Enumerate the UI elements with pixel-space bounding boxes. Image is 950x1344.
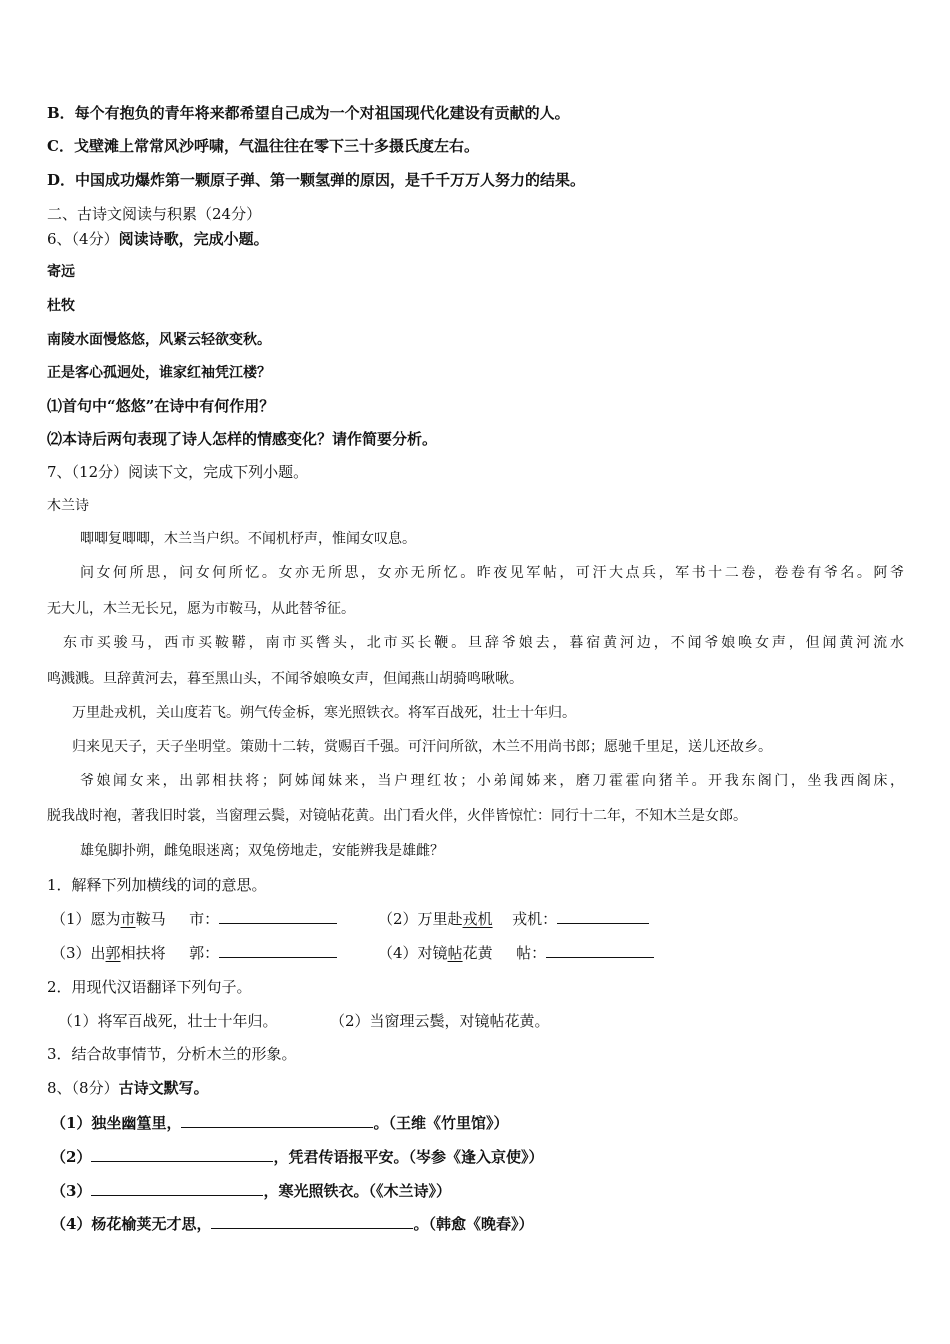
poem-line-2: 正是客心孤迥处，谁家红袖凭江楼？: [47, 365, 271, 381]
q7-sub1-heading: 1．解释下列加横线的词的意思。: [47, 876, 267, 894]
dictation-text: （2）: [51, 1148, 92, 1166]
answer-blank[interactable]: [557, 908, 649, 924]
underlined-word: 市: [120, 910, 136, 928]
answer-blank[interactable]: [219, 942, 337, 958]
paragraph: 东市买骏马，西市买鞍鞯，南市买辔头，北市买长鞭。旦辞爷娘去，暮宿黄河边，不闻爷娘唤女声，但闻黄河流水: [63, 635, 904, 651]
underlined-word: 帖: [447, 944, 463, 962]
paragraph: 问女何所思，问女何所忆。女亦无所思，女亦无所忆。昨夜见军帖，可汗大点兵，军书十二卷，卷卷有爷名。阿爷: [80, 565, 904, 581]
dictation-text: （4）杨花榆荚无才思，: [51, 1215, 212, 1233]
vocab-word: 郭：: [189, 944, 220, 962]
q6-sub-1: ⑴首句中“悠悠”在诗中有何作用？: [47, 397, 275, 415]
q8-number: 8、（8分）: [47, 1079, 119, 1097]
answer-blank[interactable]: [219, 908, 337, 924]
answer-blank[interactable]: [546, 942, 654, 958]
paragraph: 万里赴戎机，关山度若飞。朔气传金柝，寒光照铁衣。将军百战死，壮士十年归。: [72, 705, 576, 721]
q6-instruction: 阅读诗歌，完成小题。: [118, 230, 269, 248]
answer-blank[interactable]: [181, 1112, 373, 1128]
poem-title: 寄远: [47, 264, 75, 280]
poem-author: 杜牧: [47, 298, 75, 314]
vocab-item: [378, 908, 649, 929]
q8-heading: [47, 1078, 209, 1098]
paragraph: 脱我战时袍，著我旧时裳，当窗理云鬓，对镜帖花黄。出门看火伴，火伴皆惊忙：同行十二年，不知木兰是女郎。: [47, 808, 747, 824]
paragraph: 鸣溅溅。旦辞黄河去，暮至黑山头，不闻爷娘唤女声，但闻燕山胡骑鸣啾啾。: [47, 671, 523, 687]
vocab-word: 戎机：: [512, 910, 558, 928]
vocab-word: 市：: [189, 910, 220, 928]
vocab-label: （1）愿为: [51, 910, 121, 928]
dictation-text: ，寒光照铁衣。（《木兰诗》）: [263, 1182, 451, 1200]
option-c: C．戈壁滩上常常风沙呼啸，气温往往在零下三十多摄氏度左右。: [47, 137, 479, 155]
vocab-label: （3）出: [51, 944, 106, 962]
paragraph-line: [80, 771, 904, 791]
paragraph: 爷娘闻女来，出郭相扶将；阿姊闻妹来，当户理红妆；小弟闻姊来，磨刀霍霍向猪羊。开我东阁门，坐我西阁床，: [80, 773, 904, 789]
paragraph-line: [80, 563, 904, 583]
vocab-item: [378, 942, 654, 963]
paragraph: 归来见天子，天子坐明堂。策勋十二转，赏赐百千强。可汗问所欲，木兰不用尚书郎；愿驰千里足，送儿还故乡。: [72, 739, 772, 755]
vocab-label: 花黄: [462, 944, 493, 962]
dictation-item: [51, 1146, 543, 1167]
paragraph: 雄兔脚扑朔，雌兔眼迷离；双兔傍地走，安能辨我是雄雌？: [80, 843, 444, 859]
vocab-item: [51, 908, 337, 929]
q6-sub-2: ⑵本诗后两句表现了诗人怎样的情感变化？请作简要分析。: [47, 430, 438, 448]
option-d: D．中国成功爆炸第一颗原子弹、第一颗氢弹的原因，是千千万万人努力的结果。: [47, 171, 586, 189]
q6-number: 6、（4分）: [47, 230, 119, 248]
answer-blank[interactable]: [211, 1213, 413, 1229]
section-title: 二、古诗文阅读与积累（24分）: [47, 205, 262, 223]
vocab-label: 相扶将: [120, 944, 166, 962]
translate-item-1: （1）将军百战死，壮士十年归。: [58, 1012, 278, 1030]
q8-instruction: 古诗文默写。: [118, 1079, 209, 1097]
answer-blank[interactable]: [91, 1146, 273, 1162]
underlined-word: 戎机: [462, 910, 493, 928]
paragraph: 无大儿，木兰无长兄，愿为市鞍马，从此替爷征。: [47, 601, 355, 617]
dictation-text: ，凭君传语报平安。（岑参《逢入京使》）: [273, 1148, 544, 1166]
dictation-text: （3）: [51, 1182, 92, 1200]
poem-line-1: 南陵水面慢悠悠，风紧云轻欲变秋。: [47, 332, 271, 348]
dictation-item: [51, 1180, 451, 1201]
vocab-label: 鞍马: [135, 910, 166, 928]
dictation-text: 。（王维《竹里馆》）: [373, 1114, 509, 1132]
vocab-word: 帖：: [516, 944, 547, 962]
q7-heading: 7、（12分）阅读下文，完成下列小题。: [47, 463, 309, 481]
answer-blank[interactable]: [91, 1180, 263, 1196]
dictation-item: [51, 1112, 508, 1133]
paragraph-line: [63, 633, 904, 653]
dictation-text: 。（韩愈《晚春》）: [413, 1215, 534, 1233]
dictation-text: （1）独坐幽篁里，: [51, 1114, 182, 1132]
dictation-item: [51, 1213, 533, 1234]
q6-heading: [47, 229, 269, 249]
text-title: 木兰诗: [47, 498, 89, 514]
option-b: B．每个有抱负的青年将来都希望自己成为一个对祖国现代化建设有贡献的人。: [47, 104, 570, 122]
vocab-label: （4）对镜: [378, 944, 448, 962]
vocab-item: [51, 942, 337, 963]
translate-item-2: （2）当窗理云鬓，对镜帖花黄。: [330, 1012, 550, 1030]
paragraph: 唧唧复唧唧，木兰当户织。不闻机杼声，惟闻女叹息。: [80, 531, 416, 547]
vocab-label: （2）万里赴: [378, 910, 463, 928]
underlined-word: 郭: [105, 944, 121, 962]
q7-sub3-heading: 3．结合故事情节，分析木兰的形象。: [47, 1045, 297, 1063]
q7-sub2-heading: 2．用现代汉语翻译下列句子。: [47, 978, 252, 996]
